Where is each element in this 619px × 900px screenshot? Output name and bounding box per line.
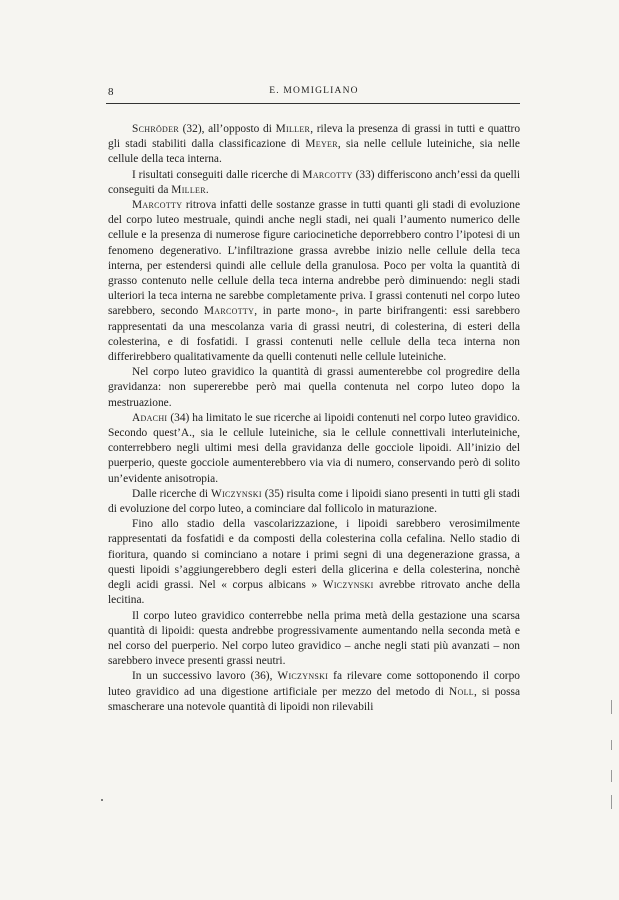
text-run: , in parte mono-, in parte birifrangenti: essi sarebbero rappresentati da una mescolanza varia di grassi neutri, di colesterina, di esteri della colesterina, e di fosfatidi. I grassi contenuti nelle cellule della teca interna non differirebbero qualitativamente da quelli contenuti nelle cellule luteiniche. <box>108 305 521 364</box>
running-head-author: E. MOMIGLIANO <box>269 86 359 96</box>
paragraph <box>108 669 520 715</box>
text-run: Fino allo stadio della vascolarizzazione, i lipoidi sarebbero verosimilmente rappresentati da fosfatidi e da composti della colesterina colla cefalina. Nello stadio di fioritura, quando si cominciano a notare i primi segni di una degenerazione grassa, a questi lipoidi s’aggiungerebbero degli esteri della glicerina e della colesterina, nonchè degli acidi grassi. Nel « corpus albicans » <box>108 518 520 592</box>
author-name: Marcotty <box>302 168 353 181</box>
body-text <box>108 122 520 715</box>
author-name: Adachi <box>132 411 168 424</box>
text-run: Nel corpo luteo gravidico la quantità di grassi aumenterebbe col progredire della gravidanza: non supererebbe però mai quella contenuta nel corpo luteo dopo la mestruazione. <box>108 366 520 409</box>
text-run: (33) differiscono anch’essi da quelli conseguiti da <box>108 168 520 196</box>
text-run: fa rilevare come sottoponendo il corpo luteo gravidico ad una digestione artificiale per mezzo del metodo di <box>108 670 520 698</box>
author-name: Wiczynski <box>322 579 374 592</box>
paragraph <box>108 365 520 411</box>
author-name: Wiczynski <box>211 487 262 500</box>
author-name: Miller <box>171 183 206 196</box>
paragraph <box>108 168 520 198</box>
header-rule <box>106 103 520 104</box>
paragraph <box>108 411 520 487</box>
author-name: Miller <box>275 123 311 135</box>
paragraph <box>108 122 520 168</box>
text-run: (32), all’opposto di <box>178 123 276 135</box>
text-run: Dalle ricerche di <box>132 487 212 500</box>
text-run: (34) ha limitato le sue ricerche ai lipoidi contenuti nel corpo luteo gravidico. Secondo quest’A., sia le cellule luteiniche, sia le cellule connettivali interluteiniche, conterrebbero negli ultimi mesi della gravidanza delle gocciole lipoidi. All’inizio del puerperio, queste gocciole aumenterebbero via via di numero, conservando però di solito un’evidente anisotropia. <box>108 411 520 485</box>
author-name: Schröder <box>132 123 179 135</box>
text-run: In un successivo lavoro (36), <box>132 670 278 683</box>
scan-edge-mark <box>611 795 612 809</box>
scan-edge-mark <box>611 770 612 782</box>
paragraph <box>108 517 520 608</box>
scan-edge-mark <box>611 700 612 714</box>
text-run: , si possa smascherare una notevole quantità di lipoidi non rilevabili <box>108 685 521 713</box>
text-run: I risultati conseguiti dalle ricerche di <box>132 168 303 181</box>
author-name: Noll <box>449 685 474 698</box>
text-run: . <box>205 183 209 196</box>
author-name: Marcotty <box>203 305 255 318</box>
scan-speck <box>101 799 103 801</box>
page-number: 8 <box>108 86 114 98</box>
author-name: Meyer <box>305 138 338 151</box>
text-run: Il corpo luteo gravidico conterrebbe nella prima metà della gestazione una scarsa quantità di lipoidi: questa andrebbe progressivamente aumentando nella seconda metà e nel corso del puerperio. Nel corpo luteo gravidico – anche negli stati più avanzati – non sarebbero invece presenti grassi neutri. <box>108 609 520 668</box>
author-name: Wiczynski <box>277 670 329 683</box>
author-name: Marcotty <box>132 199 183 212</box>
text-run: (35) risulta come i lipoidi siano presenti in tutti gli stadi di evoluzione del corpo luteo, a cominciare dal follicolo in maturazione. <box>108 487 520 516</box>
scan-edge-mark <box>611 740 612 750</box>
text-run: ritrova infatti delle sostanze grasse in tutti quanti gli stadi di evoluzione del corpo luteo mestruale, quindi anche negli stadi, nei quali l’aumento numerico delle cellule e la presenza di numerose figure cariocinetiche deporrebbero contro l’ipotesi di un fenomeno degenerativo. L’infiltrazione grassa avrebbe inizio nelle cellule della teca interna, per estendersi quindi alle cellule della granulosa. Poco per volta la quantità di grasso contenuto nelle cellule della teca interna andrebbe però diminuendo: negli stadi ulteriori la teca interna ne sarebbe completamente priva. I grassi contenuti nel corpo luteo sarebbero, secondo <box>108 199 520 318</box>
text-run: , rileva la presenza di grassi in tutti e quattro gli stadi stabiliti dalla classificazione di <box>108 123 521 151</box>
text-run: , sia nelle cellule luteiniche, sia nelle cellule della teca interna. <box>108 138 520 166</box>
paragraph <box>108 609 520 670</box>
text-run: avrebbe ritrovato anche della lecitina. <box>108 579 520 607</box>
running-head <box>108 86 520 102</box>
paragraph <box>108 487 520 517</box>
paragraph <box>108 198 520 365</box>
